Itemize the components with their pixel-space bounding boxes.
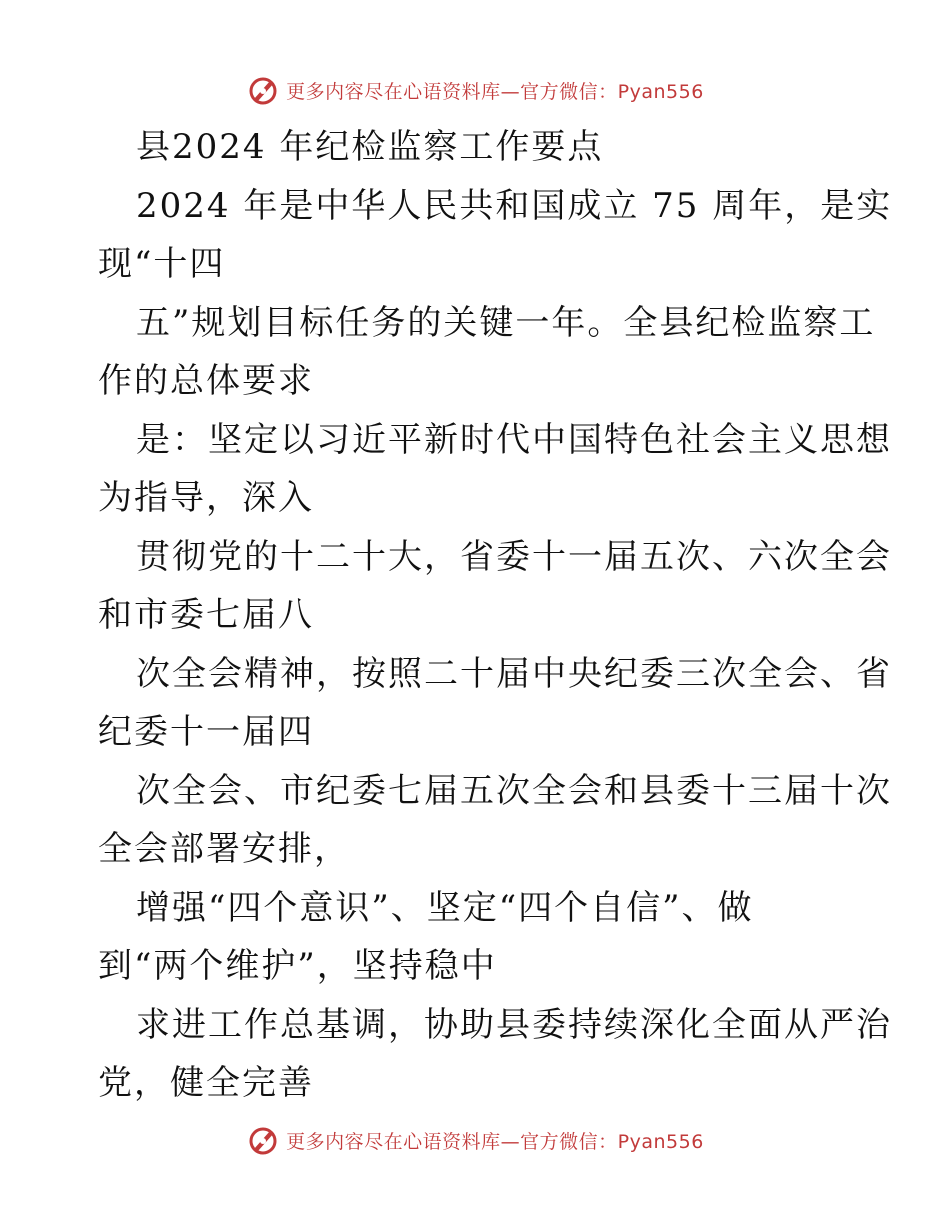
pen-logo-icon xyxy=(246,73,280,107)
header-banner xyxy=(0,70,950,110)
text-line: 现“十四 xyxy=(98,244,226,284)
text-line: 党，健全完善 xyxy=(98,1063,314,1103)
text-line: 五”规划目标任务的关键一年。全县纪检监察工 xyxy=(136,302,876,343)
text-line: 到“两个维护”，坚持稳中 xyxy=(98,946,497,986)
text-line: 县2024 年纪检监察工作要点 xyxy=(136,127,604,167)
footer-banner xyxy=(0,1120,950,1160)
text-line: 纪委十一届四 xyxy=(98,712,314,752)
text-line: 和市委七届八 xyxy=(98,595,314,635)
text-line: 增强“四个意识”、坚定“四个自信”、做 xyxy=(136,887,754,928)
text-line: 作的总体要求 xyxy=(98,361,314,401)
text-line: 2024 年是中华人民共和国成立 75 周年，是实 xyxy=(136,185,893,226)
text-line: 是：坚定以习近平新时代中国特色社会主义思想 xyxy=(136,419,892,460)
text-line: 全会部署安排， xyxy=(98,829,350,869)
footer-banner-text: 更多内容尽在心语资料库—官方微信：Pyan556 xyxy=(286,1130,704,1153)
text-line: 次全会、市纪委七届五次全会和县委十三届十次 xyxy=(136,770,892,811)
text-line: 为指导，深入 xyxy=(98,478,314,518)
text-line: 次全会精神，按照二十届中央纪委三次全会、省 xyxy=(136,653,892,694)
pen-logo-icon xyxy=(246,1123,280,1157)
header-banner-text: 更多内容尽在心语资料库—官方微信：Pyan556 xyxy=(286,80,704,103)
text-line: 贯彻党的十二十大，省委十一届五次、六次全会 xyxy=(136,536,892,577)
text-line: 求进工作总基调，协助县委持续深化全面从严治 xyxy=(136,1004,892,1045)
document-body xyxy=(98,118,893,1113)
